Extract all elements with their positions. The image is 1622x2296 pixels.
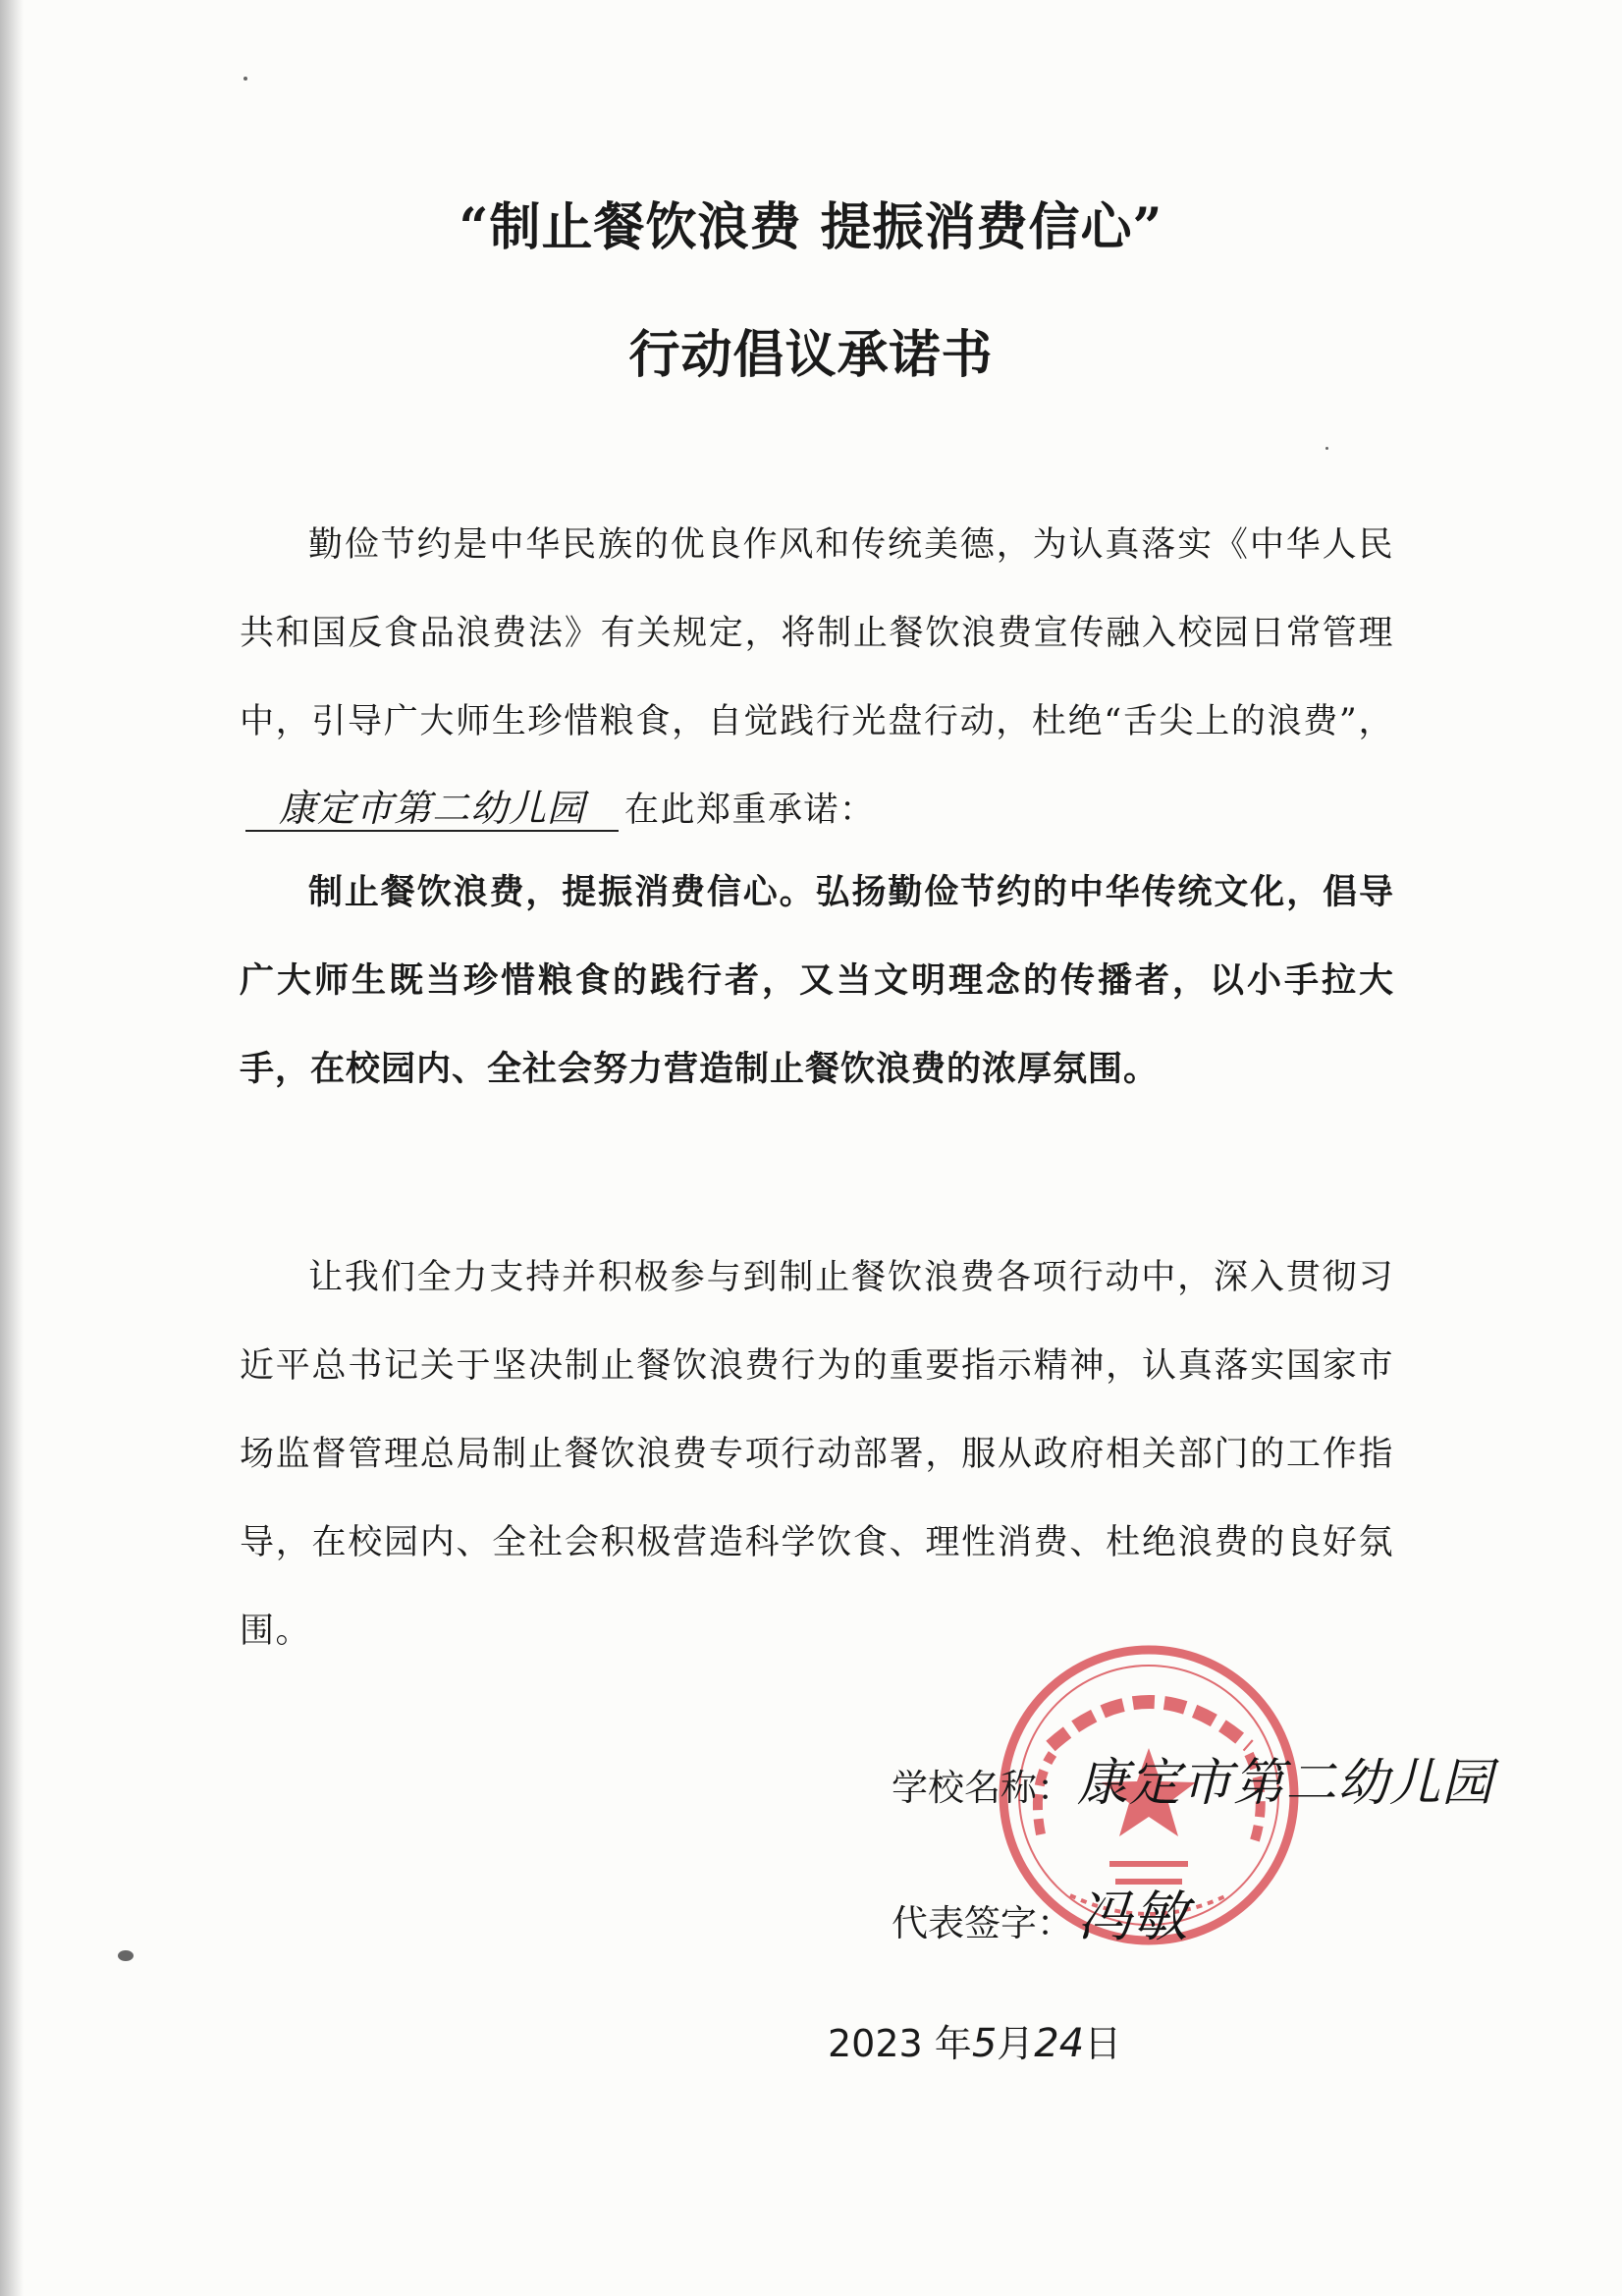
- paragraph-action: 让我们全力支持并积极参与到制止餐饮浪费各项行动中，深入贯彻习近平总书记关于坚决制止餐饮浪费行为的重要指示精神，认真落实国家市场监督管理总局制止餐饮浪费专项行动部署，服从政府相关部门的工作指导，在校园内、全社会积极营造科学饮食、理性消费、杜绝浪费的良好氛围。: [240, 1258, 1394, 1651]
- school-name-row: [892, 1754, 1494, 1813]
- school-name-handwritten: 康定市第二幼儿园: [1077, 1754, 1494, 1813]
- date-day-unit: 日: [1084, 2022, 1122, 2065]
- scan-speck: [118, 1950, 134, 1961]
- date-year: 2023: [828, 2022, 923, 2065]
- representative-label: 代表签字：: [892, 1902, 1073, 1944]
- paragraph-intro: [240, 501, 1394, 854]
- intro-end: 在此郑重承诺：: [624, 791, 876, 830]
- date-day: 24: [1034, 2021, 1085, 2066]
- scan-speck: [243, 77, 247, 81]
- school-name-blank: 康定市第二幼儿园: [245, 787, 619, 832]
- intro-text: 勤俭节约是中华民族的优良作风和传统美德，为认真落实《中华人民共和国反食品浪费法》有关规定，将制止餐饮浪费宣传融入校园日常管理中，引导广大师生珍惜粮食，自觉践行光盘行动，杜绝“舌尖上的浪费”，: [240, 525, 1394, 741]
- date-month-unit: 月: [997, 2022, 1035, 2065]
- title-line-1: “制止餐饮浪费 提振消费信心”: [459, 197, 1163, 257]
- date-year-unit: 年: [922, 2022, 972, 2065]
- paragraph-pledge: 制止餐饮浪费，提振消费信心。弘扬勤俭节约的中华传统文化，倡导广大师生既当珍惜粮食的践行者，又当文明理念的传播者，以小手拉大手，在校园内、全社会努力营造制止餐饮浪费的浓厚氛围。: [240, 873, 1394, 1089]
- representative-row: [892, 1886, 1189, 1949]
- title-line-2: 行动倡议承诺书: [628, 325, 994, 385]
- school-name-label: 学校名称：: [892, 1767, 1073, 1809]
- scan-speck: [1325, 447, 1328, 450]
- representative-signature: 冯敏: [1077, 1886, 1189, 1949]
- date-line: [828, 2021, 1122, 2066]
- date-month: 5: [971, 2021, 998, 2066]
